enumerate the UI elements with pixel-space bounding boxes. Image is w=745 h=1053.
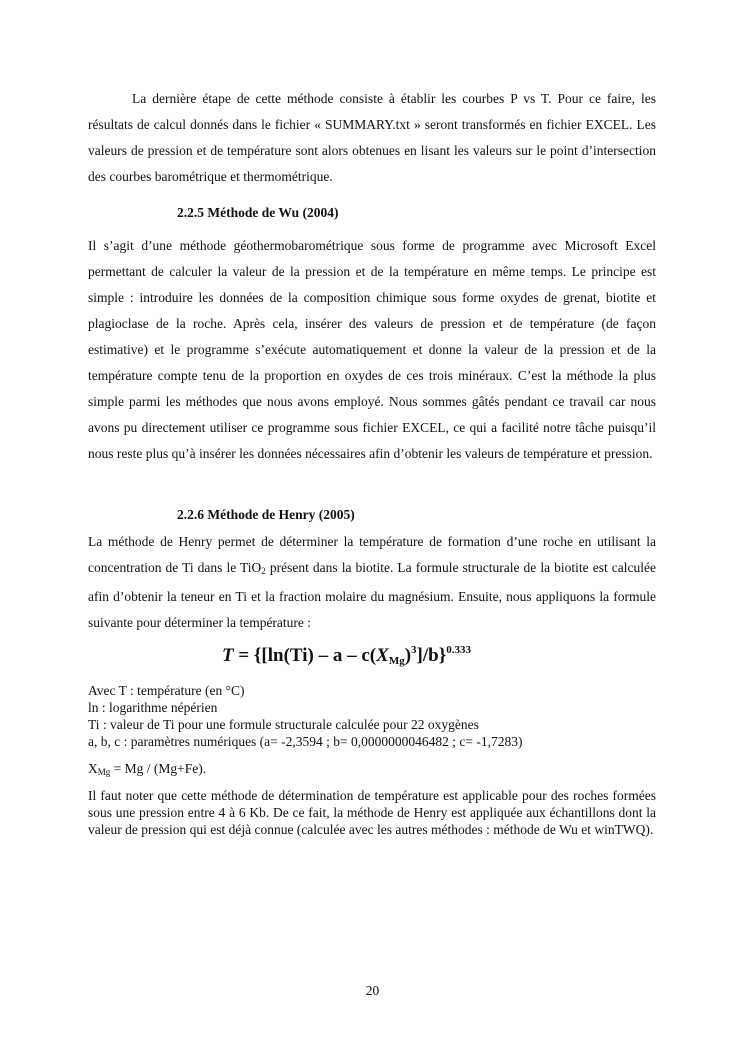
formula-x: X [376, 645, 389, 666]
xmg-definition [88, 760, 656, 781]
formula-exp2: 0.333 [446, 644, 471, 656]
definition-line: Ti : valeur de Ti pour une formule structurale calculée pour 22 oxygènes [88, 717, 479, 732]
tio2-subscript: 2 [261, 566, 266, 576]
paragraph-applicability: Il faut noter que cette méthode de détermination de température est applicable pour des roches formées sous une pression entre 4 à 6 Kb. De ce fait, la méthode de Henry est appliquée aux échantillons dont la valeur de pression qui est déjà connue (calculée avec les autres méthodes : méthode de Wu et winTWQ). [88, 788, 656, 837]
formula-sub-mg: Mg [388, 655, 405, 667]
definition-line: ln : logarithme népérien [88, 700, 218, 715]
xmg-x: X [88, 761, 98, 776]
henry-text-a: La méthode de Henry permet de déterminer la température de formation d’une roche en utilisant la concentration de Ti dans le TiO [88, 534, 656, 575]
definition-list [88, 682, 656, 750]
section-heading-wu: 2.2.5 Méthode de Wu (2004) [177, 205, 339, 220]
section-heading-henry: 2.2.6 Méthode de Henry (2005) [177, 507, 355, 522]
formula-part2: ) [404, 645, 412, 666]
formula-part1: = {[ln(Ti) – a – c( [233, 645, 377, 666]
definition-line: Avec T : température (en °C) [88, 683, 245, 698]
xmg-rest: = Mg / (Mg+Fe). [110, 761, 207, 776]
henry-text-b: présent dans la biotite. La formule structurale de la biotite est calculée afin d’obtenir la teneur en Ti et la fraction molaire du magnésium. Ensuite, nous appliquons la formule suivante pour déterminer la température : [88, 560, 656, 630]
definition-line: a, b, c : paramètres numériques (a= -2,3594 ; b= 0,0000000046482 ; c= -1,7283) [88, 734, 523, 749]
formula-exp1: 3 [411, 644, 417, 656]
paragraph-henry-method [88, 529, 656, 636]
xmg-sub: Mg [97, 767, 111, 777]
formula-part3: ]/b} [416, 645, 447, 666]
paragraph-pt-curves: La dernière étape de cette méthode consiste à établir les courbes P vs T. Pour ce faire, les résultats de calcul donnés dans le fichier « SUMMARY.txt » seront transformés en fichier EXCEL. Les valeurs de pression et de température sont alors obtenues en lisant les valeurs sur le point d’intersection des courbes barométrique et thermométrique. [88, 91, 656, 184]
formula-t: T [222, 645, 234, 666]
page-number: 20 [365, 983, 380, 998]
paragraph-wu-method: Il s’agit d’une méthode géothermobarométrique sous forme de programme avec Microsoft Excel permettant de calculer la valeur de la pression et de la température en même temps. Le principe est simple : introduire les données de la composition chimique sous forme oxydes de grenat, biotite et plagioclase de la roche. Après cela, insérer des valeurs de pression et de température (de façon estimative) et le programme s’exécute automatiquement et donne la valeur de la pression et de la température compte tenu de la proportion en oxydes de ces trois minéraux. C’est la méthode la plus simple parmi les méthodes que nous avons employé. Nous sommes gâtés pendant ce travail car nous avons pu directement utiliser ce programme sous fichier EXCEL, ce qui a facilité notre tâche puisqu’il nous reste plus qu’à insérer les données nécessaires afin d’obtenir les valeurs de température et pression. [88, 238, 656, 461]
